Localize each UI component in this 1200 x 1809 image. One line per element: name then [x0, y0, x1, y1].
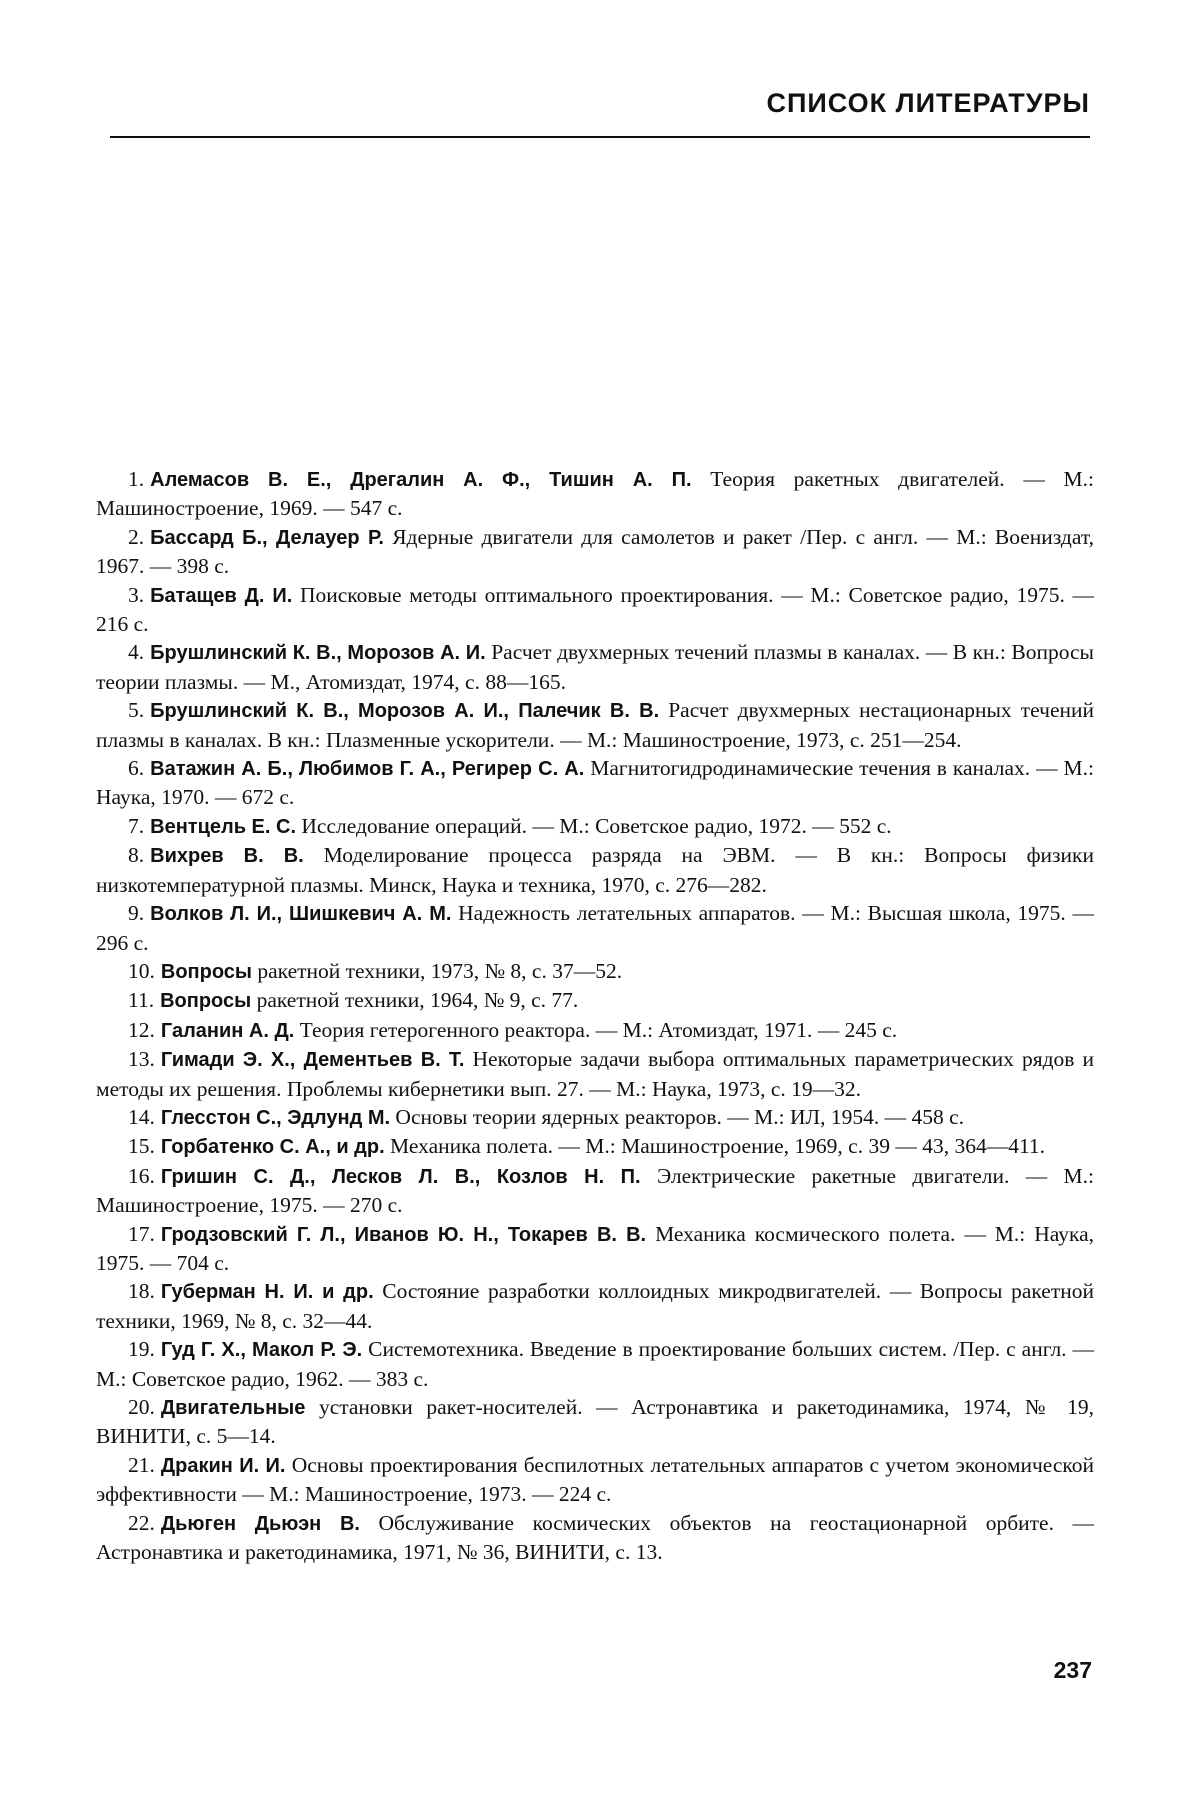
reference-authors: Батащев Д. И. [150, 584, 293, 607]
reference-text: Обслуживание космических объектов на геостационарной орбите. — Астронавтика и ракетодинамика, 1971, № 36, ВИНИТИ, с. 13. [96, 1510, 1094, 1565]
reference-number: 14. [128, 1104, 155, 1129]
reference-number: 11. [128, 988, 155, 1013]
reference-text: Состояние разработки коллоидных микродвигателей. — Вопросы ракетной техники, 1969, № 8, с. 32—44. [96, 1279, 1094, 1333]
reference-entry [96, 523, 1094, 581]
reference-authors: Дьюген Дьюэн В. [160, 1512, 360, 1535]
reference-authors: Горбатенко С. А., и др. [160, 1136, 385, 1159]
reference-text: Теория гетерогенного реактора. — М.: Атомиздат, 1971. — 245 с. [299, 1017, 898, 1042]
reference-number: 12. [128, 1017, 155, 1042]
reference-number: 6. [128, 756, 145, 781]
reference-text: Исследование операций. — М.: Советское радио, 1972. — 552 с. [301, 813, 892, 838]
reference-number: 5. [128, 698, 145, 723]
reference-entry [96, 581, 1094, 639]
reference-authors: Гришин С. Д., Лесков Л. В., Козлов Н. П. [160, 1165, 641, 1188]
reference-number: 13. [128, 1047, 155, 1072]
reference-text: Основы теории ядерных реакторов. — М.: ИЛ, 1954. — 458 с. [395, 1104, 965, 1129]
reference-number: 3. [128, 582, 145, 607]
reference-entry [96, 1016, 1094, 1045]
reference-text: Надежность летательных аппаратов. — М.: Высшая школа, 1975. — 296 с. [96, 901, 1094, 955]
reference-authors: Алемасов В. Е., Дрегалин А. Ф., Тишин А. П. [150, 469, 692, 491]
reference-authors: Глесстон С., Эдлунд М. [160, 1106, 391, 1129]
reference-entry [96, 1335, 1094, 1393]
section-title: СПИСОК ЛИТЕРАТУРЫ [766, 88, 1090, 118]
reference-text: Системотехника. Введение в проектирование больших систем. /Пер. с англ. — М.: Советское радио, 1962. — 383 с. [96, 1337, 1094, 1391]
reference-text: Электрические ракетные двигатели. — М.: Машиностроение, 1975. — 270 с. [96, 1163, 1095, 1218]
reference-number: 20. [128, 1395, 155, 1419]
reference-number: 16. [128, 1163, 155, 1188]
reference-entry [96, 1277, 1094, 1335]
page-number: 237 [1053, 1657, 1092, 1683]
reference-number: 18. [128, 1279, 155, 1304]
reference-text: Поисковые методы оптимального проектирования. — М.: Советское радио, 1975. — 216 с. [96, 582, 1095, 637]
reference-entry [96, 696, 1094, 754]
reference-authors: Бассард Б., Делауер Р. [150, 526, 384, 549]
reference-number: 17. [128, 1221, 155, 1246]
reference-authors: Двигательные [160, 1397, 306, 1419]
reference-list [96, 465, 1094, 1566]
reference-number: 7. [128, 813, 145, 838]
reference-number: 22. [128, 1510, 155, 1535]
reference-text: Магнитогидродинамические течения в каналах. — М.: Наука, 1970. — 672 с. [96, 756, 1095, 810]
reference-number: 9. [128, 901, 145, 926]
reference-authors: Галанин А. Д. [160, 1019, 295, 1042]
reference-entry [96, 1045, 1094, 1103]
reference-authors: Гуд Г. Х., Макол Р. Э. [160, 1339, 363, 1362]
reference-entry [96, 1393, 1094, 1451]
reference-number: 19. [128, 1337, 155, 1362]
reference-text: Моделирование процесса разряда на ЭВМ. — В кн.: Вопросы физики низкотемпературной плазмы. Минск, Наука и техника, 1970, с. 276—282. [96, 843, 1094, 897]
reference-entry [96, 899, 1094, 957]
reference-text: Механика космического полета. — М.: Наука, 1975. — 704 с. [96, 1221, 1094, 1275]
reference-number: 8. [128, 843, 145, 868]
reference-number: 4. [128, 640, 145, 665]
reference-entry [96, 1162, 1094, 1220]
reference-number: 10. [128, 958, 155, 983]
reference-entry [96, 986, 1094, 1015]
reference-entry [96, 465, 1094, 523]
reference-authors: Вентцель Е. С. [150, 815, 296, 838]
reference-authors: Ватажин А. Б., Любимов Г. А., Регирер С. А. [150, 758, 585, 781]
reference-authors: Дракин И. И. [160, 1454, 286, 1477]
reference-text: ракетной техники, 1973, № 8, с. 37—52. [257, 958, 623, 983]
reference-entry [96, 841, 1094, 899]
reference-entry [96, 957, 1094, 986]
reference-authors: Вопросы [160, 960, 252, 983]
reference-authors: Волков Л. И., Шишкевич А. М. [150, 903, 452, 926]
reference-authors: Брушлинский К. В., Морозов А. И. [150, 642, 486, 665]
reference-text: Теория ракетных двигателей. — М.: Машиностроение, 1969. — 547 с. [96, 467, 1094, 521]
reference-entry [96, 638, 1094, 696]
reference-number: 2. [128, 524, 145, 549]
reference-text: Расчет двухмерных течений плазмы в каналах. — В кн.: Вопросы теории плазмы. — М., Атомиздат, 1974, с. 88—165. [96, 640, 1094, 694]
reference-entry [96, 812, 1094, 841]
reference-number: 1. [128, 467, 145, 491]
reference-entry [96, 1509, 1094, 1567]
reference-entry [96, 754, 1094, 812]
reference-authors: Гимади Э. Х., Дементьев В. Т. [160, 1049, 465, 1072]
reference-authors: Брушлинский К. В., Морозов А. И., Палечик В. В. [150, 700, 660, 723]
reference-entry [96, 1103, 1094, 1132]
reference-text: Основы проектирования беспилотных летательных аппаратов с учетом экономической эффективности — М.: Машиностроение, 1973. — 224 с. [96, 1452, 1094, 1507]
reference-text: ракетной техники, 1964, № 9, с. 77. [256, 988, 579, 1013]
header-rule [110, 136, 1090, 138]
reference-number: 21. [128, 1452, 155, 1477]
reference-entry [96, 1451, 1094, 1509]
reference-number: 15. [128, 1134, 155, 1159]
reference-text: установки ракет-носителей. — Астронавтика и ракетодинамика, 1974, № 19, ВИНИТИ, с. 5—14. [96, 1395, 1095, 1449]
reference-authors: Губерман Н. И. и др. [160, 1281, 374, 1304]
reference-text: Ядерные двигатели для самолетов и ракет /Пер. с англ. — М.: Воениздат, 1967. — 398 с. [96, 524, 1094, 579]
reference-authors: Вихрев В. В. [150, 845, 304, 868]
reference-authors: Вопросы [160, 990, 252, 1013]
reference-authors: Гродзовский Г. Л., Иванов Ю. Н., Токарев В. В. [160, 1223, 647, 1246]
reference-text: Механика полета. — М.: Машиностроение, 1969, с. 39 — 43, 364—411. [390, 1134, 1046, 1159]
reference-entry [96, 1220, 1094, 1278]
reference-entry [96, 1132, 1094, 1161]
reference-text: Некоторые задачи выбора оптимальных параметрических рядов и методы их решения. Проблемы кибернетики вып. 27. — М.: Наука, 1973, с. 19—32. [96, 1047, 1094, 1101]
reference-text: Расчет двухмерных нестационарных течений плазмы в каналах. В кн.: Плазменные ускорители. — М.: Машиностроение, 1973, с. 251—254. [96, 698, 1095, 752]
